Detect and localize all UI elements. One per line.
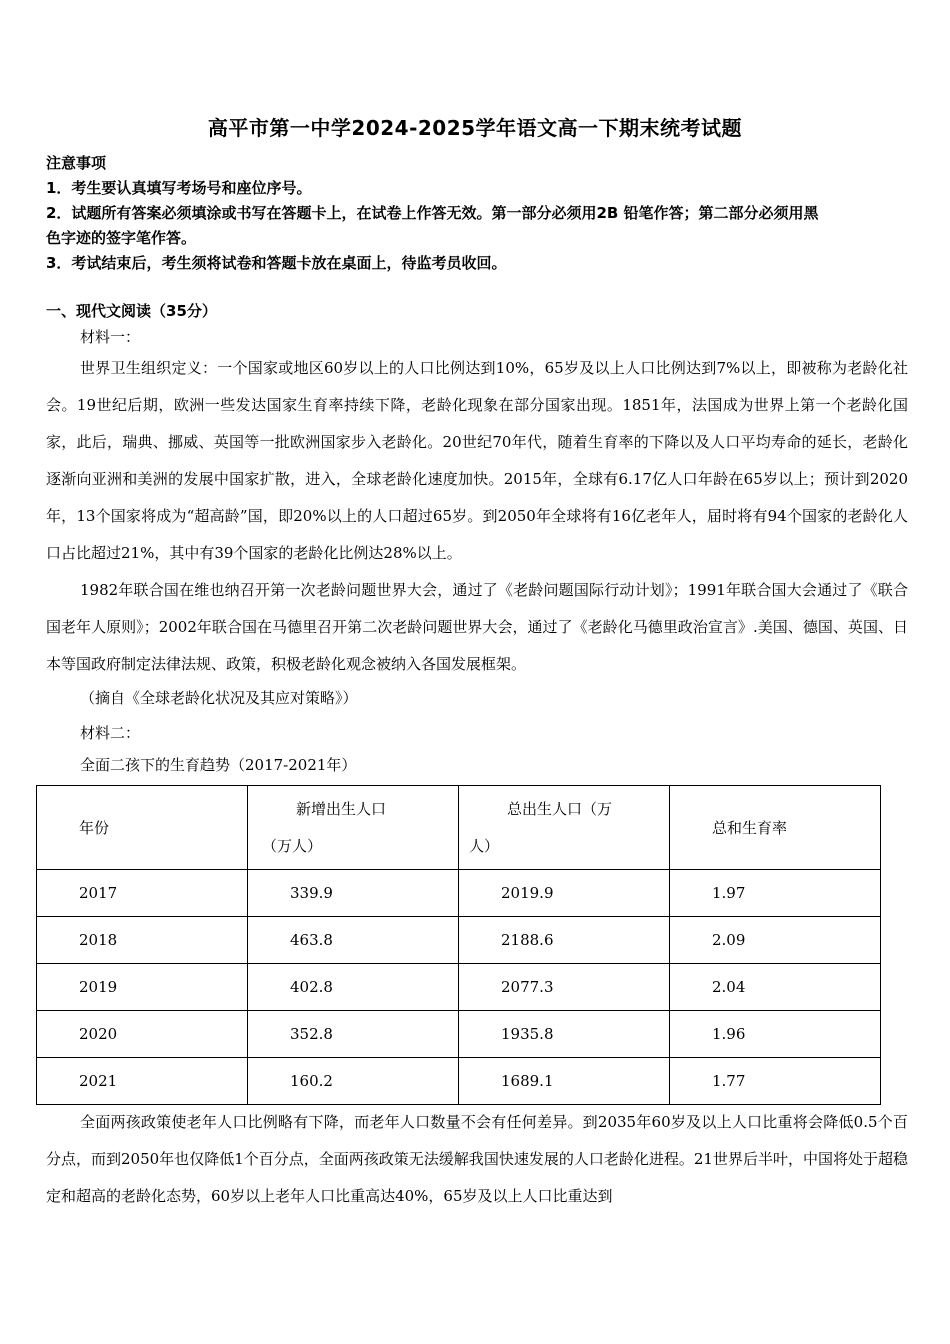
- page-title: 高平市第一中学2024-2025学年语文高一下期末统考试题: [207, 116, 743, 140]
- birth-trend-table: [36, 785, 881, 1105]
- material2-paragraph-1: 全面两孩政策使老年人口比例略有下降，而老年人口数量不会有任何差异。到2035年60岁及以上人口比重将会降低0.5个百分点，而到2050年也仅降低1个百分点，全面两孩政策无法缓解我国快速发展的人口老龄化进程。21世界后半叶，中国将处于超稳定和超高的老龄化态势，60岁以上老年人口比重高达40%，65岁及以上人口比重达到: [46, 1113, 908, 1205]
- material1-label: 材料一：: [80, 328, 141, 346]
- table-header-row: [37, 786, 881, 870]
- table-row: 2020 352.8 1935.8 1.96: [37, 1011, 881, 1058]
- notice-item-3: 3．考试结束后，考生须将试卷和答题卡放在桌面上，待监考员收回。: [46, 254, 507, 272]
- header-total-births: 总出生人口（万 人）: [459, 786, 670, 870]
- table-row: 2017 339.9 2019.9 1.97: [37, 870, 881, 917]
- table-caption: 全面二孩下的生育趋势（2017-2021年）: [80, 756, 357, 774]
- header-new-births: 新增出生人口 （万人）: [248, 786, 459, 870]
- table-row: 2019 402.8 2077.3 2.04: [37, 964, 881, 1011]
- header-year: 年份: [37, 786, 248, 870]
- table-row: 2018 463.8 2188.6 2.09: [37, 917, 881, 964]
- notice-item-2-cont: 色字迹的签字笔作答。: [46, 229, 197, 247]
- notice-heading: 注意事项: [46, 154, 107, 172]
- section-heading: 一、现代文阅读（35分）: [46, 302, 217, 320]
- header-fertility-rate: 总和生育率: [670, 786, 881, 870]
- material1-paragraph-1: 世界卫生组织定义：一个国家或地区60岁以上的人口比例达到10%，65岁及以上人口比例达到7%以上，即被称为老龄化社会。19世纪后期，欧洲一些发达国家生育率持续下降，老龄化现象在部分国家出现。1851年，法国成为世界上第一个老龄化国家，此后，瑞典、挪威、英国等一批欧洲国家步入老龄化。20世纪70年代，随着生育率的下降以及人口平均寿命的延长，老龄化逐渐向亚洲和美洲的发展中国家扩散，进入，全球老龄化速度加快。2015年，全球有6.17亿人口年龄在65岁以上；预计到2020年，13个国家将成为“超高龄”国，即20%以上的人口超过65岁。到2050年全球将有16亿老年人，届时将有94个国家的老龄化人口占比超过21%，其中有39个国家的老龄化比例达28%以上。: [46, 359, 908, 562]
- material1-paragraph-2: 1982年联合国在维也纳召开第一次老龄问题世界大会，通过了《老龄问题国际行动计划》；1991年联合国大会通过了《联合国老年人原则》；2002年联合国在马德里召开第二次老龄问题世界大会，通过了《老龄化马德里政治宣言》.美国、德国、英国、日本等国政府制定法律法规、政策，积极老龄化观念被纳入各国发展框架。: [46, 581, 908, 673]
- notice-item-1: 1．考生要认真填写考场号和座位序号。: [46, 179, 312, 197]
- table-row: 2021 160.2 1689.1 1.77: [37, 1058, 881, 1105]
- material2-label: 材料二：: [80, 724, 141, 742]
- material1-source: （摘自《全球老龄化状况及其应对策略》）: [80, 689, 358, 707]
- notice-item-2: 2．试题所有答案必须填涂或书写在答题卡上，在试卷上作答无效。第一部分必须用2B 铅笔作答；第二部分必须用黑: [46, 204, 819, 222]
